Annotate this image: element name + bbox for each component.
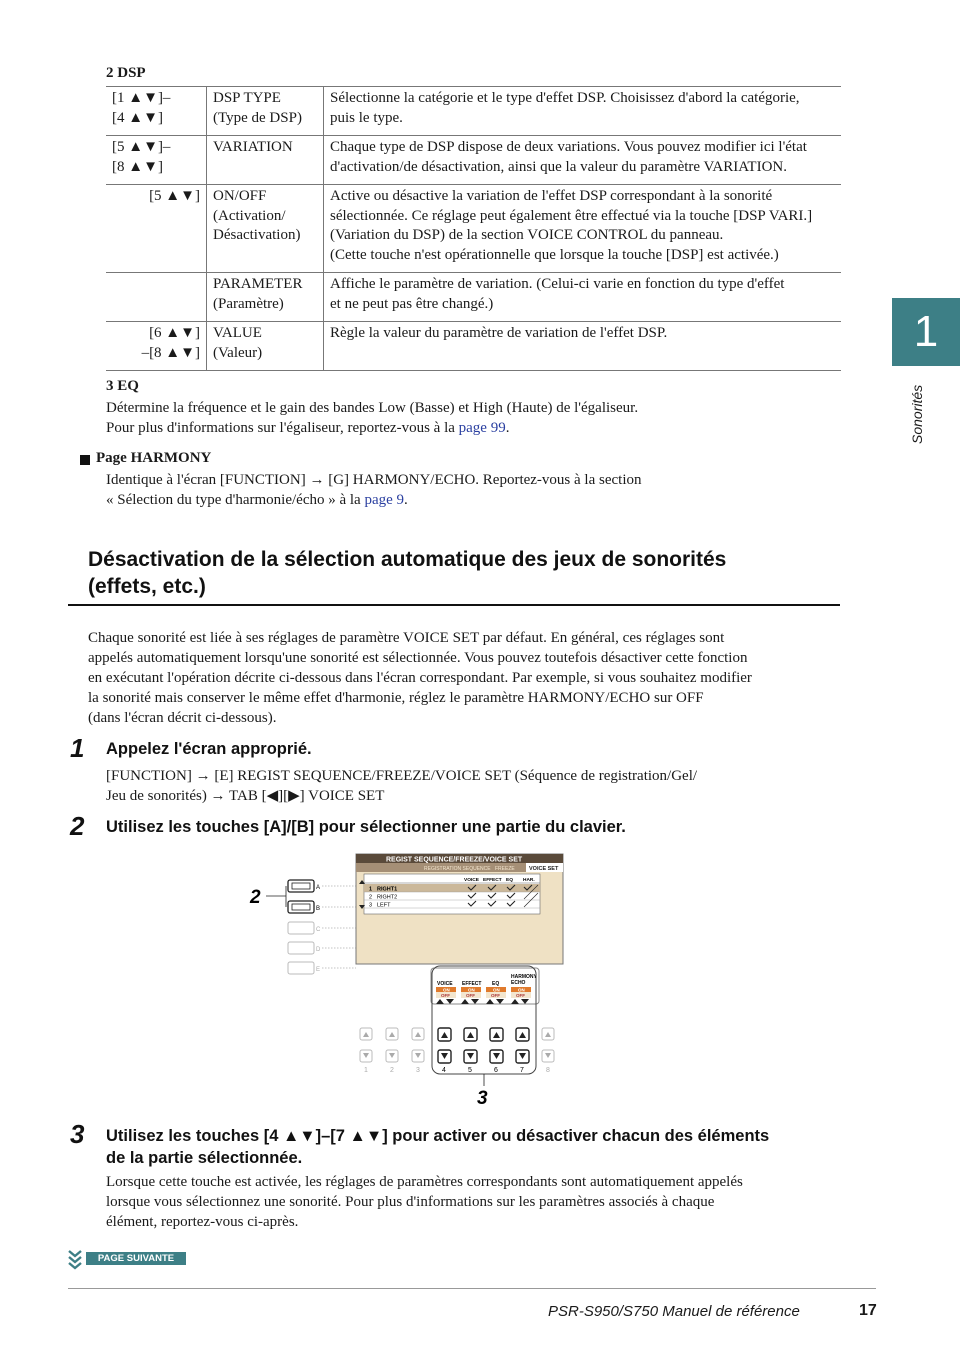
button-num: 1: [364, 1067, 368, 1074]
dsp-heading: 2 DSP: [106, 65, 146, 81]
callout-3: 3: [477, 1088, 488, 1109]
harmony-heading: Page HARMONY: [96, 450, 212, 466]
harmony-text: Identique à l'écran [FUNCTION] → [G] HARMONY/ECHO. Reportez-vous à la section « Sélection du type d'harmonie/écho » à la page 9.: [106, 472, 642, 508]
table-cell-keys: [5 ▲▼]– [8 ▲▼]: [106, 136, 207, 185]
side-letter: A: [316, 885, 321, 891]
table-row: [106, 322, 841, 371]
side-letter: B: [316, 906, 321, 912]
table-cell-param: DSP TYPE (Type de DSP): [207, 87, 324, 136]
screen-col: EFFECT: [483, 878, 502, 883]
table-cell-param: VARIATION: [207, 136, 324, 185]
lcd-screen: [356, 854, 563, 1004]
button-num: 4: [442, 1067, 446, 1074]
page-99-link[interactable]: page 99: [458, 420, 506, 436]
voice-set-screen-illustration: [240, 850, 580, 1110]
screen-tab: FREEZE: [495, 866, 515, 872]
param-value: ON: [518, 987, 525, 993]
screen-part-num: 2: [369, 894, 373, 901]
button-num: 3: [416, 1067, 420, 1074]
footer-divider: [68, 1288, 876, 1289]
side-letter: D: [316, 947, 321, 953]
screen-part: RIGHT2: [377, 894, 398, 901]
param-label: EFFECT: [462, 981, 482, 987]
table-cell-desc: Affiche le paramètre de variation. (Celui-ci varie en fonction du type d'effet et ne peut pas être changé.): [324, 273, 842, 322]
param-off: OFF: [466, 993, 475, 998]
button-num: 2: [390, 1067, 394, 1074]
step-number: 3: [70, 1119, 85, 1149]
page-number: 17: [859, 1302, 877, 1319]
param-value: ON: [443, 987, 450, 993]
step-title: Appelez l'écran approprié.: [106, 740, 312, 758]
param-value: ON: [468, 987, 475, 993]
param-off: OFF: [491, 993, 500, 998]
param-off: OFF: [516, 993, 525, 998]
screen-col: VOICE: [464, 878, 479, 883]
button-num: 5: [468, 1067, 472, 1074]
step-text: Lorsque cette touche est activée, les réglages de paramètres correspondants sont automatiquement appelés lorsque vous sélectionnez une sonorité. Pour plus d'informations sur les paramètres associés à chaque élément, reportez-vous ci-après.: [106, 1174, 743, 1230]
table-cell-desc: Règle la valeur du paramètre de variation de l'effet DSP.: [330, 325, 668, 341]
table-row: [106, 273, 841, 322]
side-buttons: [249, 880, 356, 974]
step-title: Utilisez les touches [A]/[B] pour sélectionner une partie du clavier.: [106, 818, 626, 836]
side-letter: C: [316, 927, 321, 933]
table-cell-keys: [1 ▲▼]– [4 ▲▼]: [106, 87, 207, 136]
table-cell-desc: Active ou désactive la variation de l'effet DSP correspondant à la sonorité sélectionnée. Ce réglage peut également être effectué via la touche [DSP VARI.] (Variation du DSP) de la section VOICE CONTROL du panneau. (Cette touche n'est opérationnelle que lorsque la touche [DSP] est activée.): [324, 185, 842, 273]
table-cell-desc: Sélectionne la catégorie et le type d'effet DSP. Choisissez d'abord la catégorie, puis le type.: [330, 90, 800, 126]
double-chevron-down-icon: [68, 1250, 82, 1270]
next-page-label: PAGE SUIVANTE: [86, 1252, 186, 1265]
eq-heading: 3 EQ: [106, 378, 139, 394]
step-title: Utilisez les touches [4 ▲▼]–[7 ▲▼] pour activer ou désactiver chacun des éléments de la partie sélectionnée.: [106, 1127, 770, 1167]
button-num: 6: [494, 1067, 498, 1074]
param-label: EQ: [492, 981, 500, 987]
param-label: HARMONY ECHO: [511, 974, 537, 986]
screen-part-num: 3: [369, 902, 373, 909]
table-cell-keys: [5 ▲▼]: [106, 185, 207, 273]
param-off: OFF: [441, 993, 450, 998]
step-number: 2: [70, 811, 85, 841]
section-divider: [68, 604, 840, 606]
step-number: 1: [70, 733, 85, 763]
bottom-arrow-icons: [441, 1032, 526, 1059]
eq-text: Détermine la fréquence et le gain des bandes Low (Basse) et High (Haute) de l'égaliseur. Pour plus d'informations sur l'égaliseur, reportez-vous à la page 99.: [106, 400, 639, 436]
section-intro: Chaque sonorité est liée à ses réglages de paramètre VOICE SET par défaut. En général, ces réglages sont appelés automatiquement lorsqu'une sonorité est sélectionnée. Vous pouvez toutefois désactiver cette fonction en exécutant l'opération décrite ci-dessous dans l'écran correspondant. Par exemple, si vous souhaitez modifier la sonorité mais conserver le même effet d'harmonie, réglez le paramètre HARMONY/ECHO sur OFF (dans l'écran décrit ci-dessous).: [88, 630, 752, 726]
table-cell-param: VALUE (Valeur): [207, 322, 324, 371]
table-row: [106, 136, 841, 185]
screen-part-num: 1: [369, 886, 373, 893]
button-num: 7: [520, 1067, 524, 1074]
screen-tab-active: VOICE SET: [529, 866, 559, 872]
table-cell-keys: [6 ▲▼] –[8 ▲▼]: [106, 322, 207, 371]
table-cell-keys: [106, 273, 207, 322]
table-row: [106, 87, 841, 136]
table-cell-param: PARAMETER (Paramètre): [207, 273, 324, 322]
screen-part: RIGHT1: [377, 886, 398, 893]
screen-part: LEFT: [377, 902, 391, 909]
footer-manual-title: PSR-S950/S750 Manuel de référence: [548, 1303, 800, 1320]
section-title: Désactivation de la sélection automatique des jeux de sonorités (effets, etc.): [88, 548, 727, 598]
screen-col: EQ: [506, 878, 513, 883]
step-text: [FUNCTION] → [E] REGIST SEQUENCE/FREEZE/VOICE SET (Séquence de registration/Gel/ Jeu de sonorités) → TAB [◀][▶] VOICE SET: [106, 768, 698, 804]
param-label: VOICE: [437, 981, 453, 987]
param-value: ON: [493, 987, 500, 993]
dsp-parameter-table: [106, 86, 841, 371]
screen-tab: REGISTRATION SEQUENCE: [424, 866, 491, 872]
side-letter: E: [316, 967, 321, 973]
button-num: 8: [546, 1067, 550, 1074]
chapter-label: Sonorités: [909, 384, 925, 444]
chapter-tab[interactable]: 1: [892, 298, 960, 366]
screen-title: REGIST SEQUENCE/FREEZE/VOICE SET: [386, 856, 523, 864]
table-row: [106, 185, 841, 273]
callout-2: 2: [250, 887, 261, 908]
table-cell-param: ON/OFF (Activation/ Désactivation): [207, 185, 324, 273]
screen-col: HAR.: [523, 878, 535, 883]
page-9-link[interactable]: page 9: [364, 492, 405, 508]
table-cell-desc: Chaque type de DSP dispose de deux variations. Vous pouvez modifier ici l'état d'activation/de désactivation, ainsi que la valeur du paramètre VARIATION.: [324, 136, 842, 185]
square-bullet-icon: [80, 455, 90, 465]
